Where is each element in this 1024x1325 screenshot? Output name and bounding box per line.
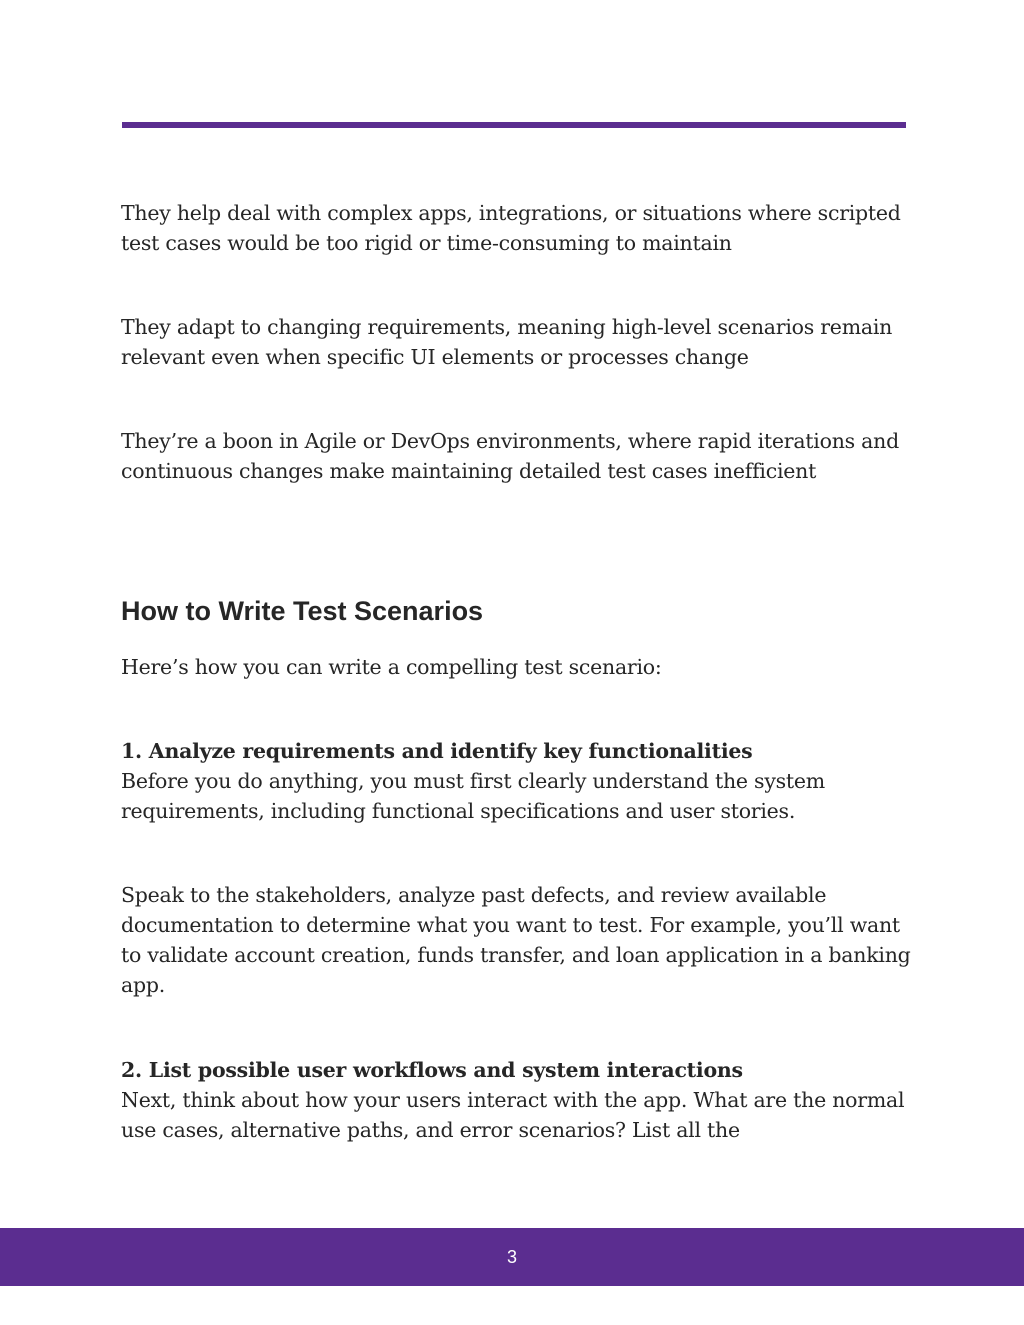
footer-bar — [0, 1228, 1024, 1286]
section-intro: Here’s how you can write a compelling test scenario: — [121, 655, 662, 679]
bullet-paragraph: They adapt to changing requirements, meaning high-level scenarios remain relevant even when specific UI elements or processes change — [121, 315, 893, 369]
bullet-paragraph: They’re a boon in Agile or DevOps environments, where rapid iterations and continuous changes make maintaining detailed test cases inefficient — [121, 429, 899, 483]
page-number: 3 — [506, 1246, 517, 1267]
section-heading: How to Write Test Scenarios — [121, 596, 484, 626]
step-paragraph: Speak to the stakeholders, analyze past defects, and review available documentation to determine what you want to test. For example, you’ll want to validate account creation, funds transfer, and loan application in a banking app. — [121, 883, 911, 997]
bullet-list — [121, 198, 911, 486]
step-1 — [121, 736, 911, 1000]
header-divider — [122, 122, 906, 128]
step-paragraph: Before you do anything, you must first clearly understand the system requirements, including functional specifications and user stories. — [121, 769, 825, 823]
step-2 — [121, 1055, 911, 1145]
step-title: 1. Analyze requirements and identify key functionalities — [121, 739, 753, 763]
bullet-paragraph: They help deal with complex apps, integrations, or situations where scripted test cases would be too rigid or time-consuming to maintain — [121, 201, 901, 255]
step-paragraph: Next, think about how your users interact with the app. What are the normal use cases, alternative paths, and error scenarios? List all the — [121, 1088, 905, 1142]
step-title: 2. List possible user workflows and system interactions — [121, 1058, 743, 1082]
